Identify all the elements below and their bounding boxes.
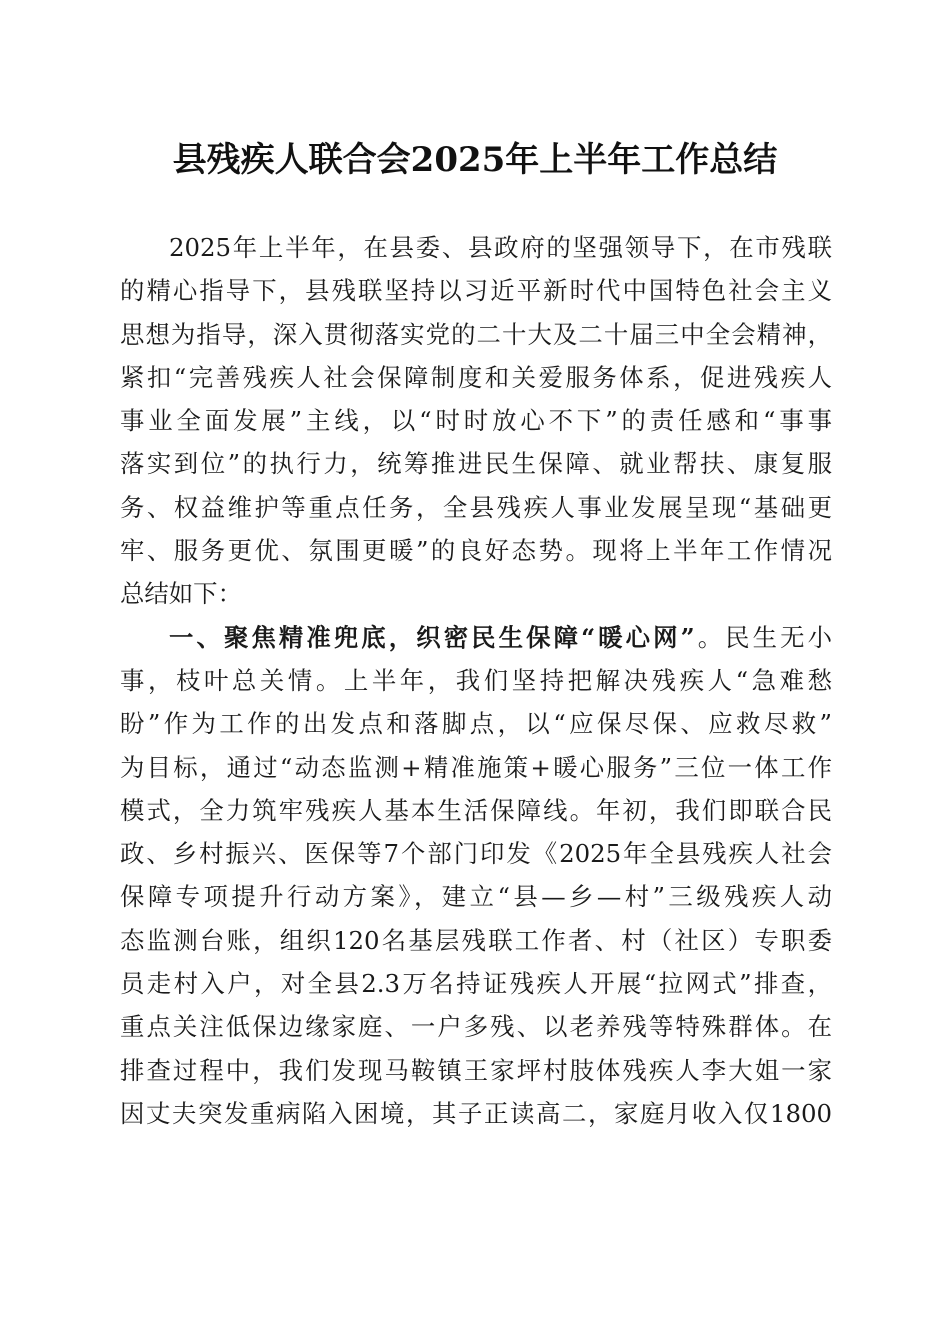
text-line: 为目标，通过“动态监测+精准施策+暖心服务”三位一体工作 xyxy=(120,752,832,782)
text-line: 总结如下： xyxy=(120,579,242,609)
text-line: 盼”作为工作的出发点和落脚点，以“应保尽保、应救尽救” xyxy=(120,709,832,739)
text-line: 模式，全力筑牢残疾人基本生活保障线。年初，我们即联合民 xyxy=(120,795,832,825)
document-body xyxy=(120,226,832,1135)
text-line: 员走村入户，对全县2.3万名持证残疾人开展“拉网式”排查， xyxy=(120,969,832,999)
paragraph-section-one xyxy=(120,616,832,1136)
document-title: 县残疾人联合会2025年上半年工作总结 xyxy=(172,140,778,180)
text-line: 政、乡村振兴、医保等7个部门印发《2025年全县残疾人社会 xyxy=(120,839,832,869)
text-line: 牢、服务更优、氛围更暖”的良好态势。现将上半年工作情况 xyxy=(120,536,832,566)
text-line: 2025年上半年，在县委、县政府的坚强领导下，在市残联 xyxy=(169,233,832,262)
text-line: 重点关注低保边缘家庭、一户多残、以老养残等特殊群体。在 xyxy=(120,1012,832,1042)
section-first-line-rest: 。民生无小 xyxy=(694,622,832,652)
text-line: 紧扣“完善残疾人社会保障制度和关爱服务体系，促进残疾人 xyxy=(120,362,832,392)
text-line: 保障专项提升行动方案》，建立“县—乡—村”三级残疾人动 xyxy=(120,882,832,912)
text-line: 落实到位”的执行力，统筹推进民生保障、就业帮扶、康复服 xyxy=(120,449,832,479)
text-line: 思想为指导，深入贯彻落实党的二十大及二十届三中全会精神， xyxy=(120,319,832,349)
text-line: 事，枝叶总关情。上半年，我们坚持把解决残疾人“急难愁 xyxy=(120,665,832,695)
text-line: 因丈夫突发重病陷入困境，其子正读高二，家庭月收入仅1800 xyxy=(120,1098,832,1128)
section-heading: 一、聚焦精准兜底，织密民生保障“暖心网” xyxy=(169,622,695,652)
section-first-line xyxy=(120,616,832,659)
text-line: 务、权益维护等重点任务，全县残疾人事业发展呈现“基础更 xyxy=(120,492,832,522)
paragraph-intro xyxy=(120,226,832,616)
text-line: 态监测台账，组织120名基层残联工作者、村（社区）专职委 xyxy=(120,925,832,955)
text-line: 排查过程中，我们发现马鞍镇王家坪村肢体残疾人李大姐一家 xyxy=(120,1055,832,1085)
text-line: 的精心指导下，县残联坚持以习近平新时代中国特色社会主义 xyxy=(120,276,832,306)
text-line: 事业全面发展”主线，以“时时放心不下”的责任感和“事事 xyxy=(120,406,832,436)
